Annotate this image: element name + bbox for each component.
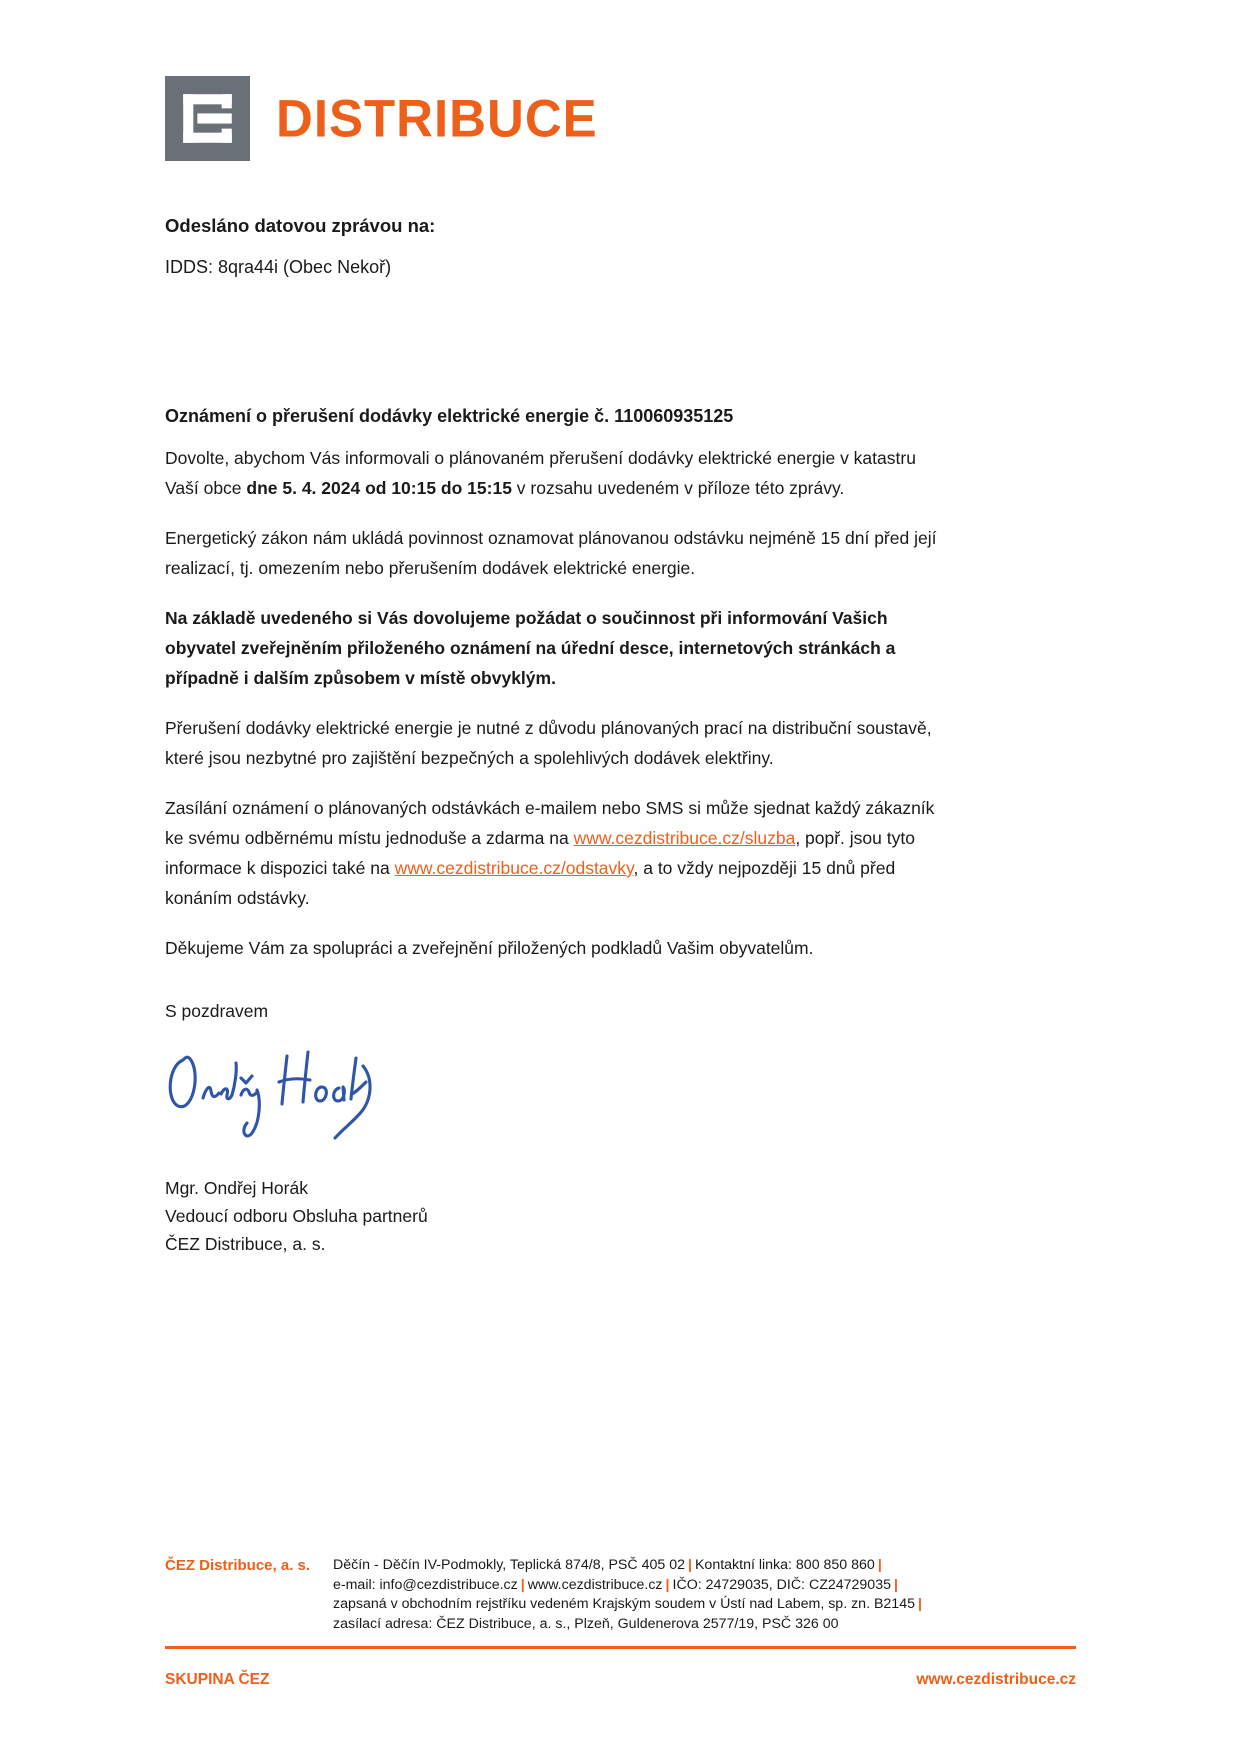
paragraph-reason: Přerušení dodávky elektrické energie je nutné z důvodu plánovaných prací na distribuční soustavě, které jsou nezbytné pro zajištění bezpečných a spolehlivých dodávek elektřiny.	[165, 718, 932, 768]
footer-line-4	[333, 1615, 925, 1635]
footer-ico-dic: IČO: 24729035, DIČ: CZ24729035	[672, 1576, 891, 1593]
paragraph-thanks: Děkujeme Vám za spolupráci a zveřejnění přiložených podkladů Vašim obyvatelům.	[165, 938, 814, 958]
outage-date-time: dne 5. 4. 2024 od 10:15 do 15:15	[246, 478, 512, 498]
footer-website-link: www.cezdistribuce.cz	[916, 1671, 1076, 1688]
footer-address-lines	[333, 1556, 925, 1634]
recipient-idds: IDDS: 8qra44i (Obec Nekoř)	[165, 257, 392, 277]
paragraph-subscribe-text: Zasílání oznámení o plánovaných odstávkách e-mailem nebo SMS si může sjednat každý zákazník ke svému odběrnému místu jednoduše a zdarma na	[165, 798, 935, 848]
sender-name: Mgr. Ondřej Horák	[165, 1178, 308, 1198]
closing-line: S pozdravem	[165, 1001, 269, 1021]
separator-pipe: |	[893, 1576, 898, 1593]
footer-info-row	[165, 1556, 1076, 1634]
skupina-cez-label: SKUPINA ČEZ	[165, 1671, 270, 1688]
separator-pipe: |	[520, 1576, 525, 1593]
separator-pipe: |	[687, 1557, 692, 1573]
footer-address: Děčín - Děčín IV-Podmokly, Teplická 874/8, PSČ 405 02	[333, 1557, 685, 1573]
separator-pipe: |	[665, 1576, 670, 1593]
link-odstavky[interactable]: www.cezdistribuce.cz/odstavky	[394, 858, 634, 878]
separator-pipe: |	[917, 1596, 922, 1612]
footer-line-3	[333, 1595, 925, 1615]
paragraph-subscribe-mid: , popř. jsou tyto informace k dispozici také na	[165, 828, 915, 878]
footer-line-1	[333, 1556, 925, 1576]
subject-line: Oznámení o přerušení dodávky elektrické energie č. 110060935125	[165, 406, 734, 426]
footer-web: www.cezdistribuce.cz	[527, 1576, 663, 1593]
footer-contact-line: Kontaktní linka: 800 850 860	[694, 1557, 875, 1573]
brand-header	[165, 75, 943, 161]
footer-email: e-mail: info@cezdistribuce.cz	[333, 1576, 518, 1593]
cez-logo-icon	[165, 76, 250, 161]
paragraph-law: Energetický zákon nám ukládá povinnost oznamovat plánovanou odstávku nejméně 15 dní před její realizací, tj. omezením nebo přerušením dodávek elektrické energie.	[165, 528, 937, 578]
paragraph-intro-text: Dovolte, abychom Vás informovali o plánovaném přerušení dodávky elektrické energie v katastru Vaší obce	[165, 448, 916, 498]
recipient-heading: Odesláno datovou zprávou na:	[165, 215, 436, 236]
footer-line-2	[333, 1576, 925, 1596]
sender-company: ČEZ Distribuce, a. s.	[165, 1234, 326, 1254]
footer-registry: zapsaná v obchodním rejstříku vedeném Krajským soudem v Ústí nad Labem, sp. zn. B2145	[333, 1596, 915, 1612]
footer-company-name: ČEZ Distribuce, a. s.	[165, 1557, 311, 1574]
letter-footer	[165, 1556, 1076, 1689]
footer-bottom-row	[165, 1671, 1076, 1689]
paragraph-intro-tail: v rozsahu uvedeném v příloze této zprávy.	[511, 478, 845, 498]
paragraph-subscribe-tail: , a to vždy nejpozději 15 dnů před konáním odstávky.	[165, 858, 896, 908]
paragraph-subscribe	[165, 793, 943, 913]
brand-wordmark: DISTRIBUCE	[276, 88, 598, 148]
separator-pipe: |	[877, 1557, 882, 1573]
signature-block	[165, 1174, 943, 1258]
paragraph-request-bold: Na základě uvedeného si Vás dovolujeme požádat o součinnost při informování Vašich obyvatel zveřejněním přiloženého oznámení na úřední desce, internetových stránkách a případně i dalším způsobem v místě obvyklým.	[165, 608, 896, 688]
link-sluzba[interactable]: www.cezdistribuce.cz/sluzba	[573, 828, 796, 848]
sender-role: Vedoucí odboru Obsluha partnerů	[165, 1206, 428, 1226]
paragraph-intro	[165, 443, 943, 503]
handwritten-signature-icon	[163, 1038, 393, 1153]
letter-content	[165, 0, 943, 1258]
footer-divider	[165, 1646, 1076, 1649]
footer-mailing-address: zasílací adresa: ČEZ Distribuce, a. s., Plzeň, Guldenerova 2577/19, PSČ 326 00	[333, 1615, 839, 1632]
